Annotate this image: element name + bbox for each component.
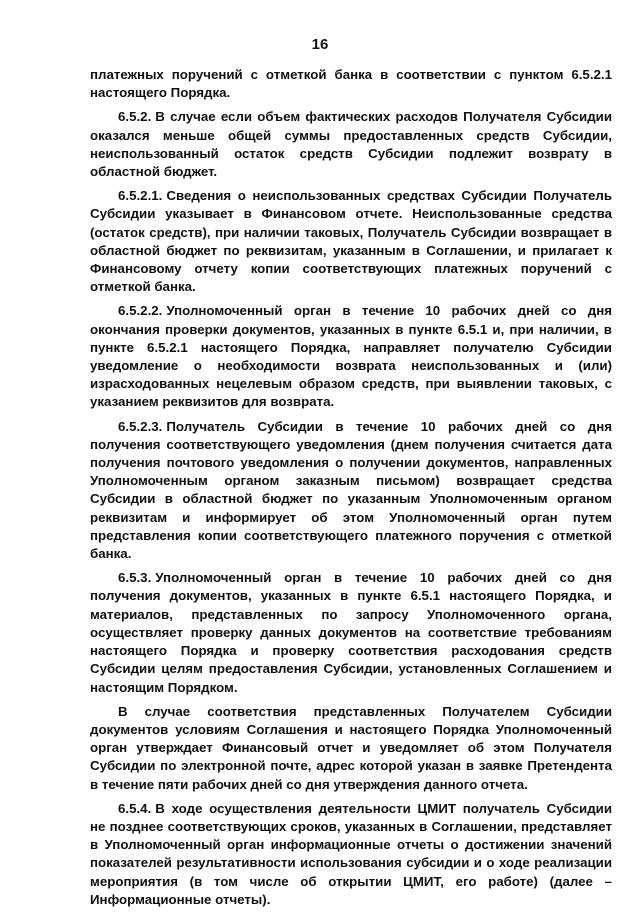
paragraph-text: В случае соответствия представленных Получателем Субсидии документов условиям Соглашения и настоящего Порядка Уполномоченный орган утверждает Финансовый отчет и уведомляет об этом Получателя Субсидии по электронной почте, адрес которой указан в заявке Претендента в течение пяти рабочих дней со дня утверждения данного отчета. bbox=[90, 703, 612, 792]
paragraph-number: 6.5.2.1. bbox=[118, 188, 163, 204]
paragraph-number: 6.5.3. bbox=[118, 570, 152, 586]
paragraph-6-5-2 bbox=[90, 108, 612, 181]
paragraph-6-5-3 bbox=[90, 569, 612, 696]
paragraph-text: Сведения о неиспользованных средствах Субсидии Получатель Субсидии указывает в Финансовом отчете. Неиспользованные средства (остаток средств), при наличии таковых, Получатель Субсидии возвращает в областной бюджет по реквизитам, указанным в Соглашении, и прилагает к Финансовому отчету копии соответствующих платежных поручений с отметкой банка. bbox=[90, 188, 612, 295]
paragraph-text: Уполномоченный орган в течение 10 рабочих дней со дня получения документов, указанных в пункте 6.5.1 настоящего Порядка, и материалов, представленных по запросу Уполномоченного органа, осуществляет проверку данных документов на соответствие требованиям настоящего Порядка и проверку соответствия расходования средств Субсидии целям предоставления Субсидии, установленных Соглашением и настоящим Порядком. bbox=[90, 570, 612, 695]
paragraph-6-5-4 bbox=[90, 800, 612, 909]
paragraph-text: Уполномоченный орган в течение 10 рабочих дней со дня окончания проверки документов, указанных в пункте 6.5.1 и, при наличии, в пункте 6.5.2.1 настоящего Порядка, направляет получателю Субсидии уведомление о необходимости возврата неиспользованных и (или) израсходованных нецелевым образом средств, при выявлении таковых, с указанием реквизитов для возврата. bbox=[90, 303, 612, 410]
paragraph-number: 6.5.2. bbox=[118, 109, 152, 125]
paragraph-text: В ходе осуществления деятельности ЦМИТ получатель Субсидии не позднее соответствующих сроков, указанных в Соглашении, представляет в Уполномоченный орган информационные отчеты о достижении значений показателей результативности использования субсидии и о ходе реализации мероприятия (в том числе об открытии ЦМИТ, его работе) (далее – Информационные отчеты). bbox=[90, 800, 612, 907]
paragraph-6-5-2-2 bbox=[90, 302, 612, 411]
paragraph-number: 6.5.2.2. bbox=[118, 303, 163, 319]
paragraph-number: 6.5.4. bbox=[118, 800, 152, 816]
paragraph-text: В случае если объем фактических расходов Получателя Субсидии оказался меньше общей суммы предоставленных средств Субсидии, неиспользованный остаток средств Субсидии подлежит возврату в областной бюджет. bbox=[90, 109, 612, 180]
paragraph-6-5-2-1 bbox=[90, 187, 612, 296]
page-number: 16 bbox=[311, 36, 329, 53]
paragraph-6-5-3-approval bbox=[90, 703, 612, 794]
paragraph-6-5-2-3 bbox=[90, 418, 612, 564]
document-body bbox=[90, 66, 612, 915]
paragraph-continuation bbox=[90, 66, 612, 102]
paragraph-text: Получатель Субсидии в течение 10 рабочих дней со дня получения соответствующего уведомления (днем получения считается дата получения почтового уведомления о получении документов, направленных Уполномоченным органом заказным письмом) возвращает средства Субсидии в областной бюджет по указанным Уполномоченным органом реквизитам и информирует об этом Уполномоченный орган путем представления копии соответствующего платежного поручения с отметкой банка. bbox=[90, 418, 612, 562]
paragraph-text: платежных поручений с отметкой банка в соответствии с пунктом 6.5.2.1 настоящего Порядка. bbox=[90, 67, 612, 101]
paragraph-number: 6.5.2.3. bbox=[118, 418, 163, 434]
